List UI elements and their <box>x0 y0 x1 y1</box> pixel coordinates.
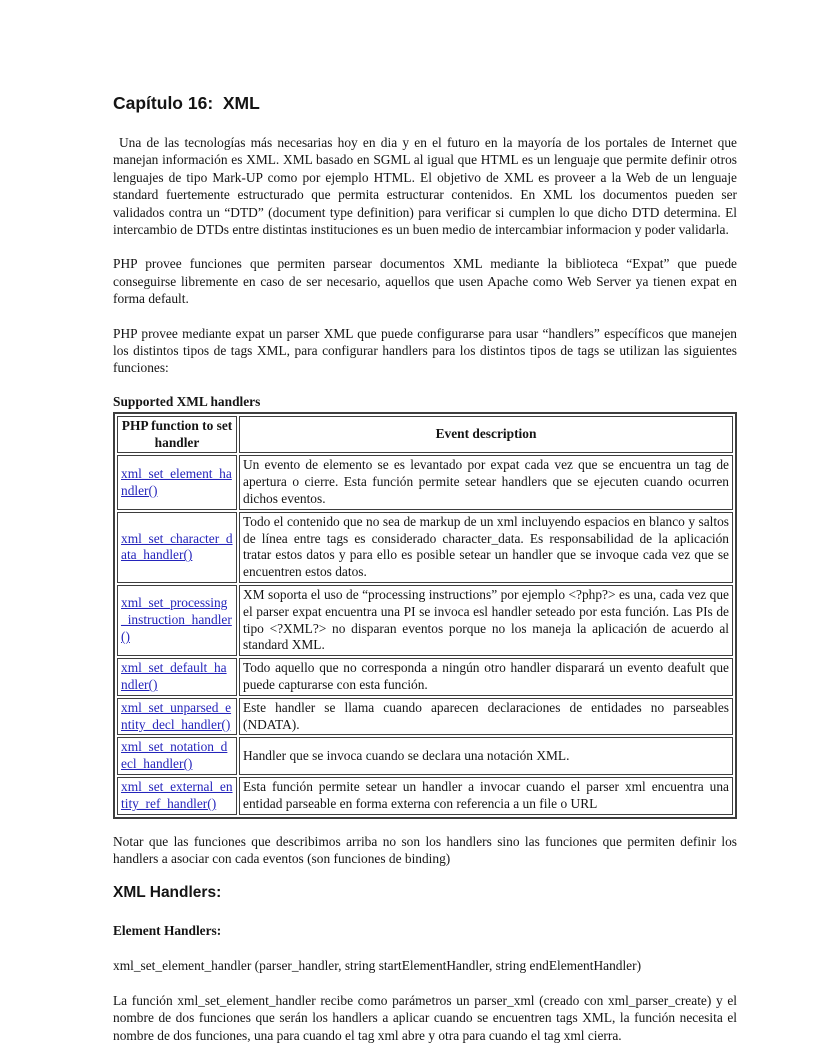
table-row <box>117 777 733 815</box>
event-description: Todo aquello que no corresponda a ningún otro handler disparará un evento deafult que puede capturarse con esta función. <box>239 658 733 696</box>
function-link-xml-set-processing-instruction-handler[interactable]: xml_set_processing_instruction_handler() <box>121 595 232 645</box>
handlers-table <box>113 412 737 819</box>
function-cell <box>117 512 237 583</box>
function-cell <box>117 737 237 775</box>
note-paragraph: Notar que las funciones que describimos arriba no son los handlers sino las funciones que permiten definir los handlers a asociar con cada eventos (son funciones de binding) <box>113 833 737 867</box>
event-description: Este handler se llama cuando aparecen declaraciones de entidades no parseables (NDATA). <box>239 698 733 736</box>
table-row <box>117 455 733 509</box>
function-cell <box>117 658 237 696</box>
subsection-heading-element-handlers: Element Handlers: <box>113 923 222 939</box>
function-cell <box>117 455 237 509</box>
event-description: Un evento de elemento se es levantado por expat cada vez que se encuentra un tag de apertura o cierre. Esta función permite setear handlers que se ejecuten cuando ocurren dichos eventos. <box>239 455 733 509</box>
table-caption: Supported XML handlers <box>113 393 261 409</box>
closing-paragraph: La función xml_set_element_handler recibe como parámetros un parser_xml (creado con xml_parser_create) y el nombre de dos funciones que serán los handlers a aplicar cuando se encuentren tags XML, la función necesita el nombre de dos funciones, una para cuando el tag xml abre y otra para cuando el tag xml cierra. <box>113 992 737 1043</box>
intro-paragraph: Una de las tecnologías más necesarias hoy en dia y en el futuro en la mayoría de los portales de Internet que manejan información es XML. XML basado en SGML al igual que HTML es un lenguaje que permite definir otros lenguajes de tipo Mark-UP como por ejemplo HTML. El objetivo de XML es proveer a la Web de un lenguaje standard fuertemente estructurado que permita estructurar contenidos. En XML los documentos pueden ser validados contra un “DTD” (document type definition) para verificar si cumplen lo que dicho DTD determina. El intercambio de DTDs entre distintas instituciones es un buen medio de intercambiar informacion y poder validarla. <box>113 135 737 238</box>
event-description: Esta función permite setear un handler a invocar cuando el parser xml encuentra una entidad parseable en forma externa con referencia a un file o URL <box>239 777 733 815</box>
function-link-xml-set-external-entity-ref-handler[interactable]: xml_set_external_entity_ref_handler() <box>121 779 233 811</box>
function-cell <box>117 698 237 736</box>
handlers-intro-paragraph: PHP provee mediante expat un parser XML que puede configurarse para usar “handlers” específicos que manejen los distintos tipos de tags XML, para configurar handlers para los distintos tipos de tags se utilizan las siguientes funciones: <box>113 325 737 376</box>
event-description: Todo el contenido que no sea de markup de un xml incluyendo espacios en blanco y saltos de línea entre tags es considerado character_data. Es responsabilidad de la aplicación tratar estos datos y para ello es posible setear un handler que se invoque cada vez que se encuentren estos datos. <box>239 512 733 583</box>
event-description: Handler que se invoca cuando se declara una notación XML. <box>239 737 733 775</box>
function-link-xml-set-default-handler[interactable]: xml_set_default_handler() <box>121 660 227 693</box>
function-signature: xml_set_element_handler (parser_handler, string startElementHandler, string endElementHandler) <box>113 958 642 974</box>
section-heading-xml-handlers: XML Handlers: <box>113 884 222 902</box>
expat-paragraph: PHP provee funciones que permiten parsear documentos XML mediante la biblioteca “Expat” que puede conseguirse libremente en caso de ser necesario, aquellos que usen Apache como Web Server ya tienen expat en forma default. <box>113 256 737 307</box>
table-row <box>117 658 733 696</box>
column-header-description: Event description <box>239 416 733 454</box>
table-row <box>117 698 733 736</box>
function-link-xml-set-element-handler[interactable]: xml_set_element_handler() <box>121 465 232 498</box>
function-cell <box>117 777 237 815</box>
function-cell <box>117 585 237 656</box>
table-header-row <box>117 416 733 454</box>
table-row <box>117 737 733 775</box>
table-row <box>117 585 733 656</box>
column-header-function: PHP function to set handler <box>117 416 237 454</box>
event-description: XM soporta el uso de “processing instructions” por ejemplo <?php?> es una, cada vez que el parser expat encuentra una PI se invoca esl handler seteado por esta función. Las PIs de tipo <?XML?> no disparan eventos porque no los maneja la aplicación de acuerdo al standard XML. <box>239 585 733 656</box>
function-link-xml-set-character-data-handler[interactable]: xml_set_character_data_handler() <box>121 530 233 563</box>
page-title: Capítulo 16: XML <box>113 93 260 113</box>
table-row <box>117 512 733 583</box>
function-link-xml-set-unparsed-entity-decl-handler[interactable]: xml_set_unparsed_entity_decl_handler() <box>121 699 232 732</box>
function-link-xml-set-notation-decl-handler[interactable]: xml_set_notation_decl_handler() <box>121 739 228 772</box>
